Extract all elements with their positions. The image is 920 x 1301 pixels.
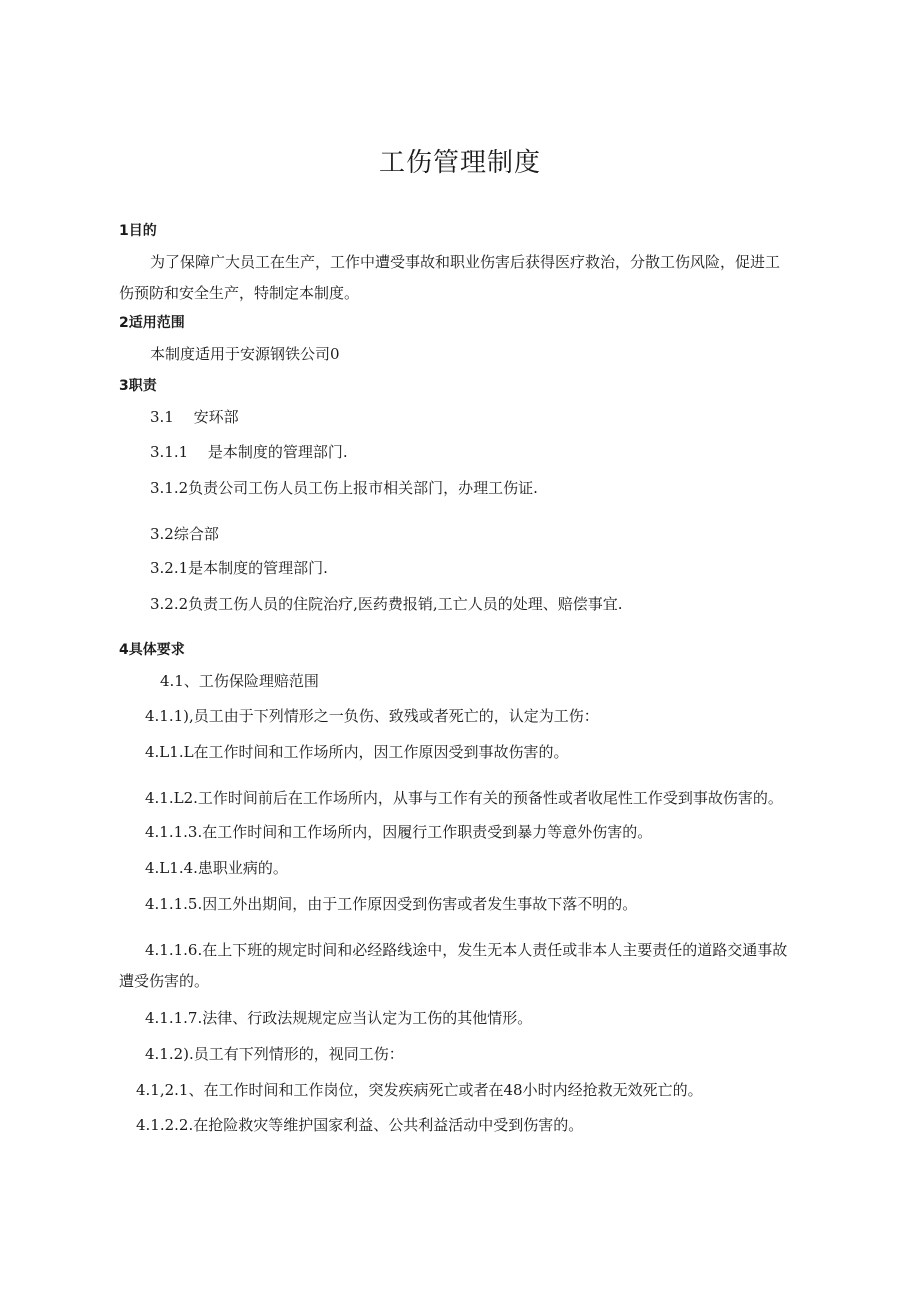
paragraph-line: 4.1.2).员工有下列情形的，视同工伤：	[145, 1045, 404, 1063]
subsection-line: 4.1、工伤保险理赔范围	[160, 672, 319, 690]
paragraph-line: 伤预防和安全生产，特制定本制度。	[119, 284, 360, 302]
paragraph-line: 4.L1.4.患职业病的。	[145, 859, 288, 877]
section-heading-requirements: 4具体要求	[119, 642, 185, 658]
paragraph-line: 遭受伤害的。	[119, 972, 210, 990]
paragraph-line: 为了保障广大员工在生产，工作中遭受事故和职业伤害后获得医疗救治，分散工伤风险，促进工	[150, 253, 781, 271]
paragraph-line: 4.1.2.2.在抢险救灾等维护国家利益、公共利益活动中受到伤害的。	[136, 1116, 584, 1134]
paragraph-line: 3.1.1 是本制度的管理部门.	[150, 443, 348, 461]
paragraph-line: 4.1.1.5.因工外出期间，由于工作原因受到伤害或者发生事故下落不明的。	[145, 895, 638, 913]
document-title: 工伤管理制度	[378, 148, 541, 178]
paragraph-line: 4.1.1.3.在工作时间和工作场所内，因履行工作职责受到暴力等意外伤害的。	[145, 823, 653, 841]
subsection-line: 3.1 安环部	[150, 408, 239, 426]
section-heading-duties: 3职责	[119, 378, 157, 394]
paragraph-line: 4.1.1.7.法律、行政法规规定应当认定为工伤的其他情形。	[145, 1009, 533, 1027]
paragraph-line: 4.1.1.6.在上下班的规定时间和必经路线途中，发生无本人责任或非本人主要责任的道路交通事故	[145, 941, 788, 959]
section-heading-purpose: 1目的	[119, 223, 157, 239]
paragraph-line: 4.1.L2.工作时间前后在工作场所内，从事与工作有关的预备性或者收尾性工作受到事故伤害的。	[145, 789, 783, 807]
paragraph-line: 4.1,2.1、在工作时间和工作岗位，突发疾病死亡或者在48小时内经抢救无效死亡的。	[136, 1081, 703, 1099]
subsection-line: 3.2综合部	[150, 525, 219, 543]
paragraph-line: 本制度适用于安源钢铁公司0	[150, 345, 340, 363]
paragraph-line: 3.2.1是本制度的管理部门.	[150, 559, 328, 577]
paragraph-line: 3.1.2负责公司工伤人员工伤上报市相关部门，办理工伤证.	[150, 479, 538, 497]
paragraph-line: 3.2.2负责工伤人员的住院治疗,医药费报销,工亡人员的处理、赔偿事宜.	[150, 595, 623, 613]
paragraph-line: 4.L1.L在工作时间和工作场所内，因工作原因受到事故伤害的。	[145, 743, 569, 761]
section-heading-scope: 2适用范围	[119, 315, 185, 331]
paragraph-line: 4.1.1),员工由于下列情形之一负伤、致残或者死亡的，认定为工伤：	[145, 707, 599, 725]
